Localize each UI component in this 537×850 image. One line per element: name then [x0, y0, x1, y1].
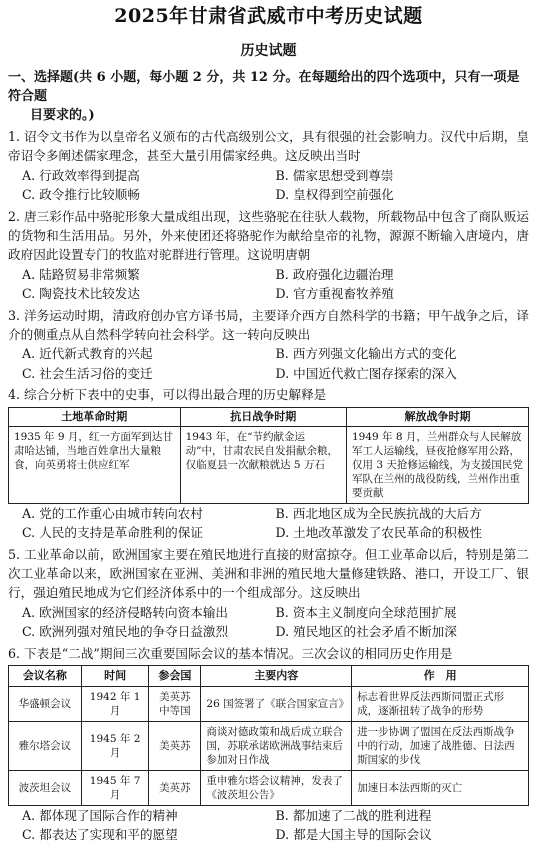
q3-option-a[interactable]: A. 近代新式教育的兴起: [22, 346, 153, 362]
q6-table: [8, 665, 529, 806]
q2-option-c[interactable]: C. 陶瓷技术比较发达: [22, 286, 140, 302]
q3-option-c[interactable]: C. 社会生活习俗的变迁: [22, 365, 153, 381]
q4-option-a[interactable]: A. 党的工作重心由城市转向农村: [22, 505, 203, 521]
question-1-stem: 1. 诏令文书作为以皇帝名义颁布的古代高级别公文，具有很强的社会影响力。汉代中后期，皇帝诏令多阐述儒家理念，甚至大量引用儒家经典。这反映出当时: [8, 129, 529, 164]
question-6-options: [8, 806, 529, 845]
q4-header-3: 解放战争时期: [346, 407, 528, 426]
q6-table-row: [9, 770, 529, 805]
q6-option-b[interactable]: B. 都加速了二战的胜利进程: [275, 807, 432, 823]
q6-option-a[interactable]: A. 都体现了国际合作的精神: [22, 807, 178, 823]
q6-table-header-row: [9, 665, 529, 686]
q2-option-a[interactable]: A. 陆路贸易非常频繁: [22, 266, 140, 282]
q4-option-d[interactable]: D. 土地改革激发了农民革命的积极性: [275, 525, 483, 541]
q5-option-a[interactable]: A. 欧洲国家的经济侵略转向资本输出: [22, 604, 229, 620]
q6-header-effect: 作 用: [352, 665, 529, 686]
question-4-stem: 4. 综合分析下表中的史事，可以得出最合理的历史解释是: [8, 387, 327, 403]
q6-row2-effect: 进一步协调了盟国在反法西斯战争中的行动，加速了战胜德、日法西斯国家的步伐: [352, 721, 529, 770]
q6-row1-effect: 标志着世界反法西斯同盟正式形成，逐渐扭转了战争的形势: [352, 686, 529, 721]
q4-cell-1: 1935 年 9 月，红一方面军到达甘肃哈达铺，当地百姓拿出大量粮食，向英勇将士供应红军: [9, 426, 181, 503]
section-instructions: [8, 68, 529, 125]
exam-page: [0, 4, 537, 850]
question-3-options: [8, 344, 529, 383]
q4-option-c[interactable]: C. 人民的支持是革命胜利的保证: [22, 525, 203, 541]
question-2-stem: 2. 唐三彩作品中骆驼形象大量成组出现，这些骆驼在往驮人载物，所载物品中包含了商队贩运的货物和生活用品。另外，外来使团还将骆驼作为献给皇帝的礼物，源源不断输入唐境内，唐政府因此设置专门的牧监对驼群进行管理。这说明唐朝: [8, 208, 529, 263]
q6-header-content: 主要内容: [201, 665, 352, 686]
q6-row1-time: 1942 年 1 月: [81, 686, 149, 721]
q6-row1-countries: 美英苏中等国: [149, 686, 201, 721]
q4-header-1: 土地革命时期: [9, 407, 181, 426]
question-5-options: [8, 603, 529, 642]
question-5-stem: 5. 工业革命以前，欧洲国家主要在殖民地进行直接的财富掠夺。但工业革命以后，特别是第二次工业革命以来，欧洲国家在亚洲、美洲和非洲的殖民地大量修建铁路、港口，开设工厂、银行，强迫殖民地成为它们经济体系中的一个组成部分。这反映出: [8, 546, 529, 601]
exam-subtitle: 历史试题: [240, 43, 297, 59]
exam-title: 2025年甘肃省武威市中考历史试题: [114, 5, 423, 27]
q6-row3-countries: 美英苏: [149, 770, 201, 805]
q6-header-time: 时间: [81, 665, 149, 686]
q6-row3-name: 波茨坦会议: [9, 770, 82, 805]
question-1-options: [8, 166, 529, 205]
q4-option-b[interactable]: B. 西北地区成为全民族抗战的大后方: [275, 505, 482, 521]
q6-row1-content: 26 国签署了《联合国家宣言》: [201, 686, 352, 721]
q3-option-b[interactable]: B. 西方列强文化输出方式的变化: [275, 346, 457, 362]
question-6-stem: 6. 下表是“二战”期间三次重要国际会议的基本情况。三次会议的相同历史作用是: [8, 645, 453, 661]
q6-option-d[interactable]: D. 都是大国主导的国际会议: [275, 827, 432, 843]
q5-option-c[interactable]: C. 欧洲列强对殖民地的争夺日益激烈: [22, 624, 229, 640]
q1-option-d[interactable]: D. 皇权得到空前强化: [275, 187, 394, 203]
q3-option-d[interactable]: D. 中国近代救亡图存探索的深入: [275, 365, 457, 381]
q6-row3-time: 1945 年 7 月: [81, 770, 149, 805]
q4-cell-2: 1943 年，在“节约献金运动”中，甘肃农民自发捐献余粮，仅临夏县一次献粮就达 5 万石: [180, 426, 346, 503]
q6-row2-countries: 美英苏: [149, 721, 201, 770]
q1-option-b[interactable]: B. 儒家思想受到尊崇: [275, 167, 394, 183]
q6-header-countries: 参会国: [149, 665, 201, 686]
q5-option-b[interactable]: B. 资本主义制度向全球范围扩展: [275, 604, 457, 620]
q4-cell-3: 1949 年 8 月，兰州群众与人民解放军工人运输线，昼夜抢修军用公路，仅用 3 天抢修运输线，为支援国民党军队在兰州的战役防线，兰州作出重要贡献: [346, 426, 528, 503]
q6-header-name: 会议名称: [9, 665, 82, 686]
q6-table-row: [9, 721, 529, 770]
section-line-1: 一、选择题(共 6 小题，每小题 2 分，共 12 分。在每题给出的四个选项中，只有一项是符合题: [8, 70, 520, 104]
question-4-options: [8, 504, 529, 543]
question-2-options: [8, 265, 529, 304]
q4-table: [8, 407, 529, 504]
question-3-stem: 3. 洋务运动时期，清政府创办官方译书局，主要译介西方自然科学的书籍；甲午战争之后，译介的侧重点从自然科学转向社会科学。这一转向反映出: [8, 307, 529, 343]
q4-header-2: 抗日战争时期: [180, 407, 346, 426]
q6-row2-content: 商谈对德政策和战后成立联合国，苏联承诺欧洲战事结束后参加对日作战: [201, 721, 352, 770]
q4-table-row: [9, 426, 529, 503]
q4-table-header-row: [9, 407, 529, 426]
q2-option-d[interactable]: D. 官方重视畜牧养殖: [275, 286, 394, 302]
q2-option-b[interactable]: B. 政府强化边疆治理: [275, 266, 394, 282]
q6-row3-effect: 加速日本法西斯的灭亡: [352, 770, 529, 805]
q1-option-a[interactable]: A. 行政效率得到提高: [22, 167, 140, 183]
q6-row1-name: 华盛顿会议: [9, 686, 82, 721]
q6-row3-content: 重申雅尔塔会议精神，发表了《波茨坦公告》: [201, 770, 352, 805]
q6-option-c[interactable]: C. 都表达了实现和平的愿望: [22, 827, 178, 843]
q6-row2-name: 雅尔塔会议: [9, 721, 82, 770]
q1-option-c[interactable]: C. 政令推行比较顺畅: [22, 187, 140, 203]
q6-table-row: [9, 686, 529, 721]
q5-option-d[interactable]: D. 殖民地区的社会矛盾不断加深: [275, 624, 457, 640]
q6-row2-time: 1945 年 2 月: [81, 721, 149, 770]
section-line-2: 目要求的。): [30, 108, 95, 123]
